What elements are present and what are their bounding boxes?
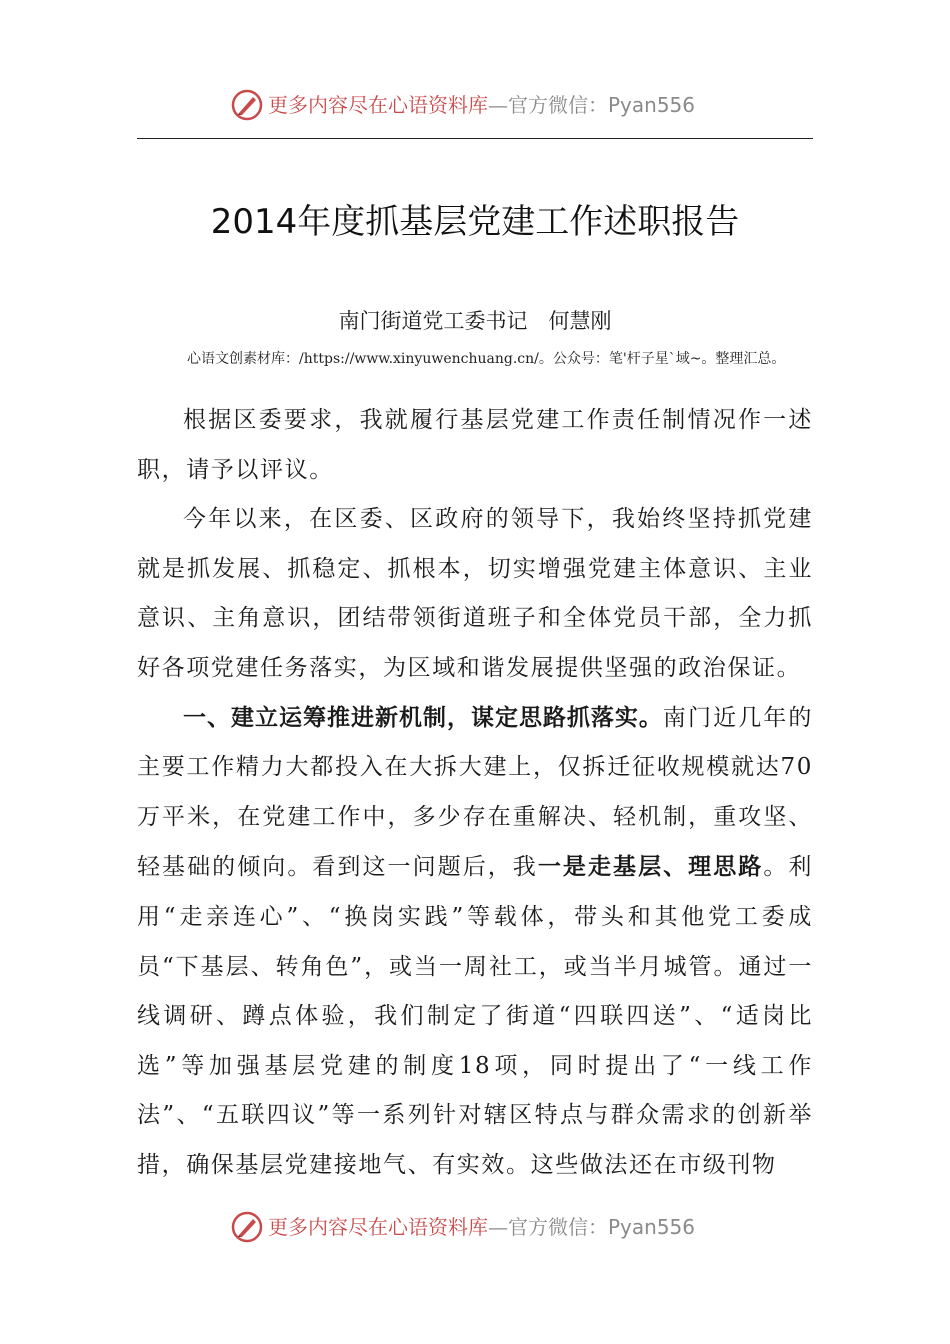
banner-text: 更多内容尽在心语资料库—官方微信：Pyan556: [268, 1215, 696, 1239]
pen-logo-icon: [230, 88, 264, 122]
paragraph-3: 一、建立运筹推进新机制，谋定思路抓落实。南门近几年的主要工作精力大都投入在大拆大建上，仅拆迁征收规模就达70万平米，在党建工作中，多少存在重解决、轻机制，重攻坚、轻基础的倾向。看到这一问题后，我一是走基层、理思路。利用“走亲连心”、“换岗实践”等载体，带头和其他党工委成员“下基层、转角色”，或当一周社工，或当半月城管。通过一线调研、蹲点体验，我们制定了街道“四联四送”、“适岗比选”等加强基层党建的制度18项，同时提出了“一线工作法”、“五联四议”等一系列针对辖区特点与群众需求的创新举措，确保基层党建接地气、有实效。这些做法还在市级刊物: [137, 704, 814, 1178]
footer-banner: [0, 1206, 950, 1250]
paragraph-2: 今年以来，在区委、区政府的领导下，我始终坚持抓党建就是抓发展、抓稳定、抓根本，切实增强党建主体意识、主业意识、主角意识，团结带领街道班子和全体党员干部，全力抓好各项党建任务落实，为区域和谐发展提供坚强的政治保证。: [137, 506, 813, 681]
section-heading-1: 一、建立运筹推进新机制，谋定思路抓落实。: [183, 704, 663, 731]
pen-logo-icon: [230, 1210, 264, 1244]
author-line: 南门街道党工委书记 何慧刚: [338, 309, 612, 333]
document-body: [137, 396, 813, 1191]
paragraph-1: 根据区委要求，我就履行基层党建工作责任制情况作一述职，请予以评议。: [137, 407, 813, 483]
header-divider: [137, 138, 813, 139]
banner-text: 更多内容尽在心语资料库—官方微信：Pyan556: [268, 93, 696, 117]
source-note: 心语文创素材库：/https://www.xinyuwenchuang.cn/。公众号：笔'杆子星`域~。整理汇总。: [187, 351, 786, 367]
header-banner: [0, 84, 950, 128]
page-title: 2014年度抓基层党建工作述职报告: [210, 202, 740, 242]
emphasis-point-1: 一是走基层、理思路: [537, 853, 764, 881]
